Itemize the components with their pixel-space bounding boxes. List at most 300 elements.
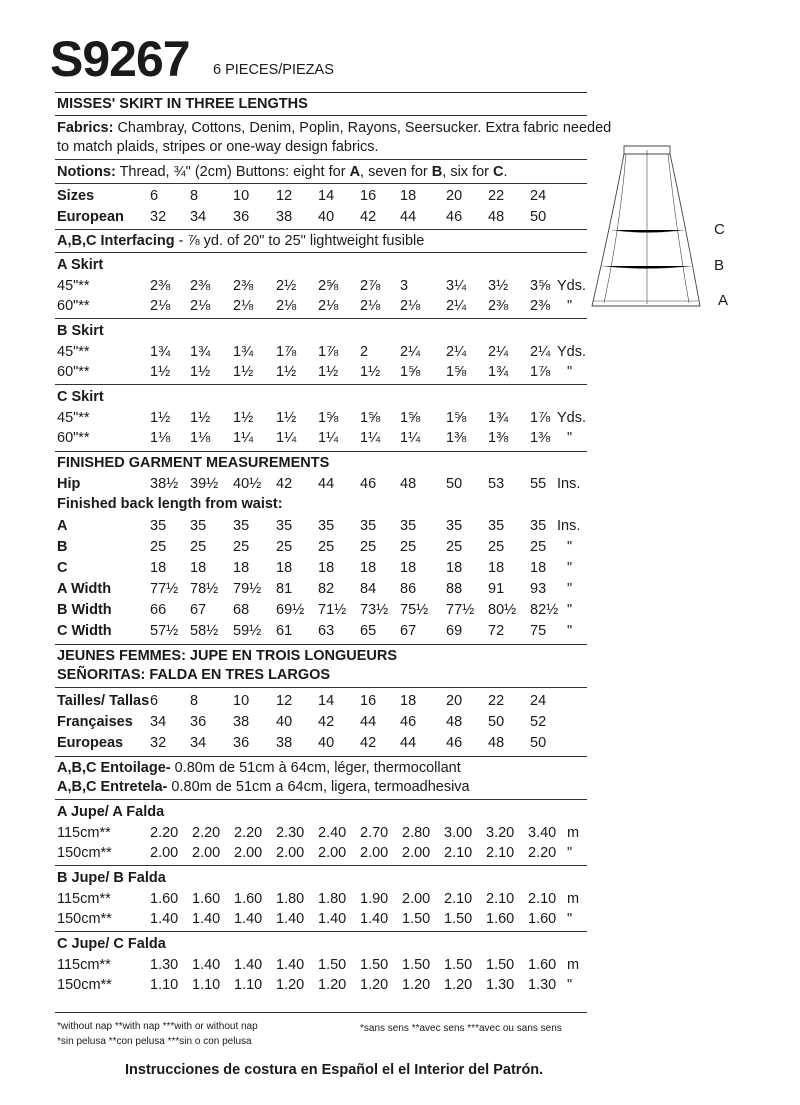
length-row-c bbox=[57, 558, 597, 578]
cell-value: 25 bbox=[530, 539, 547, 555]
cell-value: 93 bbox=[530, 581, 547, 597]
cell-value: 67 bbox=[400, 623, 417, 639]
divider bbox=[55, 384, 587, 385]
cell-value: 2.10 bbox=[486, 845, 515, 861]
cell-value: 1⅞ bbox=[530, 410, 551, 426]
width-row-2 bbox=[57, 621, 597, 641]
cell-value: 1½ bbox=[318, 364, 339, 380]
cell-value: 1⅝ bbox=[400, 410, 421, 426]
cell-value: 2.00 bbox=[234, 845, 263, 861]
cell-value: 1.40 bbox=[276, 957, 305, 973]
cell-value: 80½ bbox=[488, 602, 517, 618]
cell-value: 1.50 bbox=[318, 957, 347, 973]
divider bbox=[55, 1012, 587, 1013]
row-label: B Width bbox=[57, 602, 112, 618]
cell-value: 34 bbox=[150, 714, 167, 730]
cell-value: 18 bbox=[400, 188, 417, 204]
cell-value: 2⅜ bbox=[233, 278, 254, 294]
divider bbox=[55, 799, 587, 800]
cell-value: 25 bbox=[150, 539, 167, 555]
cell-value: 25 bbox=[446, 539, 463, 555]
row-label: 45"** bbox=[57, 410, 90, 426]
divider bbox=[55, 756, 587, 757]
unit-label: Yds. bbox=[557, 344, 587, 360]
cell-value: 2.00 bbox=[276, 845, 305, 861]
cell-value: 35 bbox=[233, 518, 250, 534]
unit-label: m bbox=[567, 825, 580, 841]
cell-value: 40 bbox=[318, 735, 335, 751]
cell-value: 2½ bbox=[276, 278, 297, 294]
cell-value: 1.80 bbox=[318, 891, 347, 907]
cell-value: 46 bbox=[360, 476, 377, 492]
finished-measurements-heading: FINISHED GARMENT MEASUREMENTS bbox=[57, 455, 330, 471]
cell-value: 46 bbox=[400, 714, 417, 730]
cell-value: 75 bbox=[530, 623, 547, 639]
cell-value: 1.40 bbox=[318, 911, 347, 927]
cell-value: 18 bbox=[150, 560, 167, 576]
cell-value: 50 bbox=[530, 209, 547, 225]
cell-value: 50 bbox=[530, 735, 547, 751]
cell-value: 1.40 bbox=[234, 957, 263, 973]
cell-value: 44 bbox=[400, 209, 417, 225]
cell-value: 1.30 bbox=[150, 957, 179, 973]
cell-value: 1.10 bbox=[150, 977, 179, 993]
cell-value: 84 bbox=[360, 581, 377, 597]
cell-value: 2¼ bbox=[446, 344, 467, 360]
cell-value: 6 bbox=[150, 693, 159, 709]
cell-value: 2.30 bbox=[276, 825, 305, 841]
cell-value: 1⅛ bbox=[190, 430, 211, 446]
cell-value: 1.50 bbox=[360, 957, 389, 973]
cell-value: 6 bbox=[150, 188, 159, 204]
cell-value: 2⅛ bbox=[360, 298, 381, 314]
cell-value: 20 bbox=[446, 693, 463, 709]
pattern-title: MISSES' SKIRT IN THREE LENGTHS bbox=[57, 96, 308, 112]
cell-value: 14 bbox=[318, 188, 335, 204]
fabrics-line-2: to match plaids, stripes or one-way design fabrics. bbox=[57, 139, 379, 155]
c-jupe-115-row bbox=[57, 955, 597, 975]
cell-value: 25 bbox=[360, 539, 377, 555]
length-label-b: B bbox=[714, 257, 725, 274]
cell-value: 25 bbox=[318, 539, 335, 555]
cell-value: 3½ bbox=[488, 278, 509, 294]
cell-value: 35 bbox=[360, 518, 377, 534]
cell-value: 55 bbox=[530, 476, 547, 492]
b-skirt-60-row bbox=[57, 362, 597, 382]
cell-value: 75½ bbox=[400, 602, 429, 618]
row-label: A Width bbox=[57, 581, 112, 597]
cell-value: 2.10 bbox=[444, 891, 473, 907]
length-label-a: A bbox=[718, 292, 729, 309]
row-label: C Width bbox=[57, 623, 112, 639]
c-jupe-heading: C Jupe/ C Falda bbox=[57, 936, 166, 952]
cell-value: 2.10 bbox=[528, 891, 557, 907]
cell-value: 40 bbox=[318, 209, 335, 225]
cell-value: 77½ bbox=[446, 602, 475, 618]
cell-value: 3.00 bbox=[444, 825, 473, 841]
cell-value: 2.80 bbox=[402, 825, 431, 841]
row-label: A bbox=[57, 518, 68, 534]
spanish-title: SEÑORITAS: FALDA EN TRES LARGOS bbox=[57, 667, 331, 683]
unit-label: Yds. bbox=[557, 410, 587, 426]
length-row-b bbox=[57, 537, 597, 557]
cell-value: 2.00 bbox=[150, 845, 179, 861]
width-row-1 bbox=[57, 600, 597, 620]
cell-value: 48 bbox=[488, 209, 505, 225]
cell-value: 35 bbox=[400, 518, 417, 534]
cell-value: 1⅝ bbox=[318, 410, 339, 426]
cell-value: 1.50 bbox=[402, 911, 431, 927]
cell-value: 1¼ bbox=[360, 430, 381, 446]
cell-value: 25 bbox=[190, 539, 207, 555]
row-label: 150cm** bbox=[57, 911, 112, 927]
cell-value: 2⅛ bbox=[190, 298, 211, 314]
b-jupe-150-row bbox=[57, 909, 597, 929]
row-label: 45"** bbox=[57, 344, 90, 360]
cell-value: 1½ bbox=[276, 364, 297, 380]
cell-value: 91 bbox=[488, 581, 505, 597]
c-skirt-heading: C Skirt bbox=[57, 389, 104, 405]
cell-value: 58½ bbox=[190, 623, 219, 639]
cell-value: 1⅞ bbox=[318, 344, 339, 360]
row-label: Hip bbox=[57, 476, 81, 492]
unit-label: " bbox=[567, 581, 573, 597]
b-jupe-115-row bbox=[57, 889, 597, 909]
european-sizes-row bbox=[57, 207, 597, 227]
c-jupe-150-row bbox=[57, 975, 597, 995]
cell-value: 1.60 bbox=[192, 891, 221, 907]
a-jupe-150-row bbox=[57, 843, 597, 863]
length-label-c: C bbox=[714, 221, 725, 238]
cell-value: 61 bbox=[276, 623, 293, 639]
a-skirt-60-row bbox=[57, 296, 597, 316]
divider bbox=[55, 229, 587, 230]
entoilage-label: A,B,C Entoilage- bbox=[57, 760, 171, 776]
row-label: 45"** bbox=[57, 278, 90, 294]
cell-value: 65 bbox=[360, 623, 377, 639]
divider bbox=[55, 644, 587, 645]
cell-value: 2.00 bbox=[192, 845, 221, 861]
cell-value: 25 bbox=[276, 539, 293, 555]
cell-value: 42 bbox=[318, 714, 335, 730]
b-skirt-heading: B Skirt bbox=[57, 323, 104, 339]
cell-value: 1.30 bbox=[528, 977, 557, 993]
cell-value: 67 bbox=[190, 602, 207, 618]
cell-value: 10 bbox=[233, 693, 250, 709]
divider bbox=[55, 931, 587, 932]
skirt-illustration bbox=[590, 138, 720, 318]
cell-value: 1.10 bbox=[192, 977, 221, 993]
cell-value: 46 bbox=[446, 209, 463, 225]
cell-value: 38 bbox=[233, 714, 250, 730]
entretela-text: 0.80m de 51cm a 64cm, ligera, termoadhesiva bbox=[167, 779, 470, 795]
cell-value: 1¾ bbox=[150, 344, 171, 360]
cell-value: 82 bbox=[318, 581, 335, 597]
cell-value: 2.00 bbox=[402, 891, 431, 907]
row-label: Tailles/ Tallas bbox=[57, 693, 150, 709]
cell-value: 18 bbox=[446, 560, 463, 576]
cell-value: 1.50 bbox=[402, 957, 431, 973]
cell-value: 1.40 bbox=[276, 911, 305, 927]
cell-value: 25 bbox=[400, 539, 417, 555]
cell-value: 35 bbox=[190, 518, 207, 534]
cell-value: 2.20 bbox=[150, 825, 179, 841]
cell-value: 25 bbox=[488, 539, 505, 555]
cell-value: 1.80 bbox=[276, 891, 305, 907]
cell-value: 8 bbox=[190, 188, 199, 204]
cell-value: 2⅜ bbox=[150, 278, 171, 294]
row-label: B bbox=[57, 539, 68, 555]
cell-value: 50 bbox=[446, 476, 463, 492]
cell-value: 86 bbox=[400, 581, 417, 597]
cell-value: 1.30 bbox=[486, 977, 515, 993]
cell-value: 2¼ bbox=[400, 344, 421, 360]
divider bbox=[55, 92, 587, 93]
cell-value: 2¼ bbox=[530, 344, 551, 360]
interfacing-text: - ⅞ yd. of 20" to 25" lightweight fusible bbox=[174, 233, 425, 249]
cell-value: 40 bbox=[276, 714, 293, 730]
cell-value: 24 bbox=[530, 188, 547, 204]
cell-value: 2¼ bbox=[488, 344, 509, 360]
cell-value: 1⅛ bbox=[150, 430, 171, 446]
cell-value: 2⅜ bbox=[190, 278, 211, 294]
row-label: Françaises bbox=[57, 714, 133, 730]
cell-value: 12 bbox=[276, 188, 293, 204]
cell-value: 35 bbox=[276, 518, 293, 534]
cell-value: 1.50 bbox=[444, 911, 473, 927]
cell-value: 18 bbox=[530, 560, 547, 576]
cell-value: 1¾ bbox=[488, 410, 509, 426]
cell-value: 2.10 bbox=[486, 891, 515, 907]
cell-value: 57½ bbox=[150, 623, 179, 639]
cell-value: 42 bbox=[360, 209, 377, 225]
cell-value: 22 bbox=[488, 188, 505, 204]
divider bbox=[55, 183, 587, 184]
cell-value: 82½ bbox=[530, 602, 559, 618]
cell-value: 59½ bbox=[233, 623, 262, 639]
cell-value: 35 bbox=[150, 518, 167, 534]
cell-value: 1.40 bbox=[360, 911, 389, 927]
cell-value: 2.20 bbox=[192, 825, 221, 841]
cell-value: 1⅜ bbox=[530, 430, 551, 446]
cell-value: 2.20 bbox=[528, 845, 557, 861]
sizes-row bbox=[57, 186, 597, 206]
cell-value: 24 bbox=[530, 693, 547, 709]
divider bbox=[55, 451, 587, 452]
cell-value: 48 bbox=[446, 714, 463, 730]
cell-value: 32 bbox=[150, 735, 167, 751]
b-skirt-45-row bbox=[57, 342, 597, 362]
cell-value: 35 bbox=[488, 518, 505, 534]
row-label: 60"** bbox=[57, 430, 90, 446]
hip-row bbox=[57, 474, 597, 494]
pieces-count: 6 PIECES/PIEZAS bbox=[213, 62, 334, 78]
cell-value: 1.60 bbox=[528, 957, 557, 973]
unit-label: m bbox=[567, 957, 580, 973]
cell-value: 2.20 bbox=[234, 825, 263, 841]
entoilage-text: 0.80m de 51cm à 64cm, léger, thermocollant bbox=[170, 760, 461, 776]
cell-value: 2.70 bbox=[360, 825, 389, 841]
cell-value: 1¼ bbox=[400, 430, 421, 446]
cell-value: 88 bbox=[446, 581, 463, 597]
cell-value: 2.40 bbox=[318, 825, 347, 841]
cell-value: 1¼ bbox=[318, 430, 339, 446]
cell-value: 48 bbox=[488, 735, 505, 751]
footnote-fr: *sans sens **avec sens ***avec ou sans sens bbox=[360, 1023, 562, 1034]
cell-value: 81 bbox=[276, 581, 293, 597]
cell-value: 42 bbox=[360, 735, 377, 751]
cell-value: 3 bbox=[400, 278, 409, 294]
cell-value: 79½ bbox=[233, 581, 262, 597]
row-label: 115cm** bbox=[57, 891, 111, 907]
entoilage-line bbox=[57, 759, 461, 777]
cell-value: 72 bbox=[488, 623, 505, 639]
cell-value: 1¾ bbox=[190, 344, 211, 360]
b-jupe-heading: B Jupe/ B Falda bbox=[57, 870, 166, 886]
cell-value: 69 bbox=[446, 623, 463, 639]
europeas-row bbox=[57, 733, 597, 753]
row-label: 150cm** bbox=[57, 845, 112, 861]
cell-value: 1½ bbox=[276, 410, 297, 426]
cell-value: 16 bbox=[360, 693, 377, 709]
cell-value: 1⅝ bbox=[400, 364, 421, 380]
cell-value: 1.60 bbox=[486, 911, 515, 927]
cell-value: 35 bbox=[446, 518, 463, 534]
divider bbox=[55, 115, 587, 116]
cell-value: 2.00 bbox=[402, 845, 431, 861]
row-label: Europeas bbox=[57, 735, 124, 751]
cell-value: 1.50 bbox=[444, 957, 473, 973]
cell-value: 1⅜ bbox=[446, 430, 467, 446]
cell-value: 50 bbox=[488, 714, 505, 730]
cell-value: 2 bbox=[360, 344, 369, 360]
cell-value: 2⅛ bbox=[233, 298, 254, 314]
cell-value: 1¾ bbox=[488, 364, 509, 380]
cell-value: 48 bbox=[400, 476, 417, 492]
cell-value: 1.60 bbox=[234, 891, 263, 907]
cell-value: 1⅝ bbox=[446, 364, 467, 380]
cell-value: 34 bbox=[190, 735, 207, 751]
row-label: 60"** bbox=[57, 298, 90, 314]
row-label: 115cm** bbox=[57, 957, 111, 973]
cell-value: 44 bbox=[360, 714, 377, 730]
cell-value: 32 bbox=[150, 209, 167, 225]
cell-value: 42 bbox=[276, 476, 293, 492]
cell-value: 1½ bbox=[150, 364, 171, 380]
cell-value: 36 bbox=[190, 714, 207, 730]
cell-value: 3¼ bbox=[446, 278, 467, 294]
unit-label: " bbox=[567, 911, 573, 927]
cell-value: 35 bbox=[318, 518, 335, 534]
cell-value: 1⅝ bbox=[360, 410, 381, 426]
cell-value: 8 bbox=[190, 693, 199, 709]
unit-label: " bbox=[567, 539, 573, 555]
cell-value: 35 bbox=[530, 518, 547, 534]
width-row-0 bbox=[57, 579, 597, 599]
row-label: 150cm** bbox=[57, 977, 112, 993]
cell-value: 52 bbox=[530, 714, 547, 730]
cell-value: 18 bbox=[318, 560, 335, 576]
cell-value: 36 bbox=[233, 735, 250, 751]
unit-label: Ins. bbox=[557, 518, 581, 534]
cell-value: 2⅞ bbox=[360, 278, 381, 294]
divider bbox=[55, 687, 587, 688]
a-jupe-heading: A Jupe/ A Falda bbox=[57, 804, 165, 820]
row-label: Sizes bbox=[57, 188, 95, 204]
row-label: 60"** bbox=[57, 364, 90, 380]
cell-value: 3.40 bbox=[528, 825, 557, 841]
fabrics-line-1: Fabrics: Chambray, Cottons, Denim, Poplin, Rayons, Seersucker. Extra fabric needed bbox=[57, 120, 612, 136]
cell-value: 69½ bbox=[276, 602, 305, 618]
cell-value: 44 bbox=[400, 735, 417, 751]
c-skirt-45-row bbox=[57, 408, 597, 428]
cell-value: 1¾ bbox=[233, 344, 254, 360]
cell-value: 16 bbox=[360, 188, 377, 204]
cell-value: 1¼ bbox=[276, 430, 297, 446]
unit-label: " bbox=[567, 560, 573, 576]
cell-value: 1.60 bbox=[150, 891, 179, 907]
cell-value: 34 bbox=[190, 209, 207, 225]
cell-value: 1.60 bbox=[528, 911, 557, 927]
divider bbox=[55, 159, 587, 160]
cell-value: 14 bbox=[318, 693, 335, 709]
cell-value: 1.40 bbox=[192, 911, 221, 927]
cell-value: 3.20 bbox=[486, 825, 515, 841]
cell-value: 46 bbox=[446, 735, 463, 751]
interfacing-line bbox=[57, 232, 424, 250]
cell-value: 2⅛ bbox=[400, 298, 421, 314]
row-label: European bbox=[57, 209, 124, 225]
francaises-row bbox=[57, 712, 597, 732]
cell-value: 2.10 bbox=[444, 845, 473, 861]
interfacing-label: A,B,C Interfacing bbox=[57, 233, 175, 249]
cell-value: 1⅞ bbox=[530, 364, 551, 380]
footnote-en: *without nap **with nap ***with or without nap bbox=[57, 1021, 258, 1032]
cell-value: 1¼ bbox=[233, 430, 254, 446]
cell-value: 18 bbox=[488, 560, 505, 576]
cell-value: 71½ bbox=[318, 602, 347, 618]
row-label: 115cm** bbox=[57, 825, 111, 841]
tailles-row bbox=[57, 691, 597, 711]
cell-value: 1.20 bbox=[444, 977, 473, 993]
cell-value: 38 bbox=[276, 209, 293, 225]
divider bbox=[55, 865, 587, 866]
cell-value: 2⅛ bbox=[150, 298, 171, 314]
unit-label: Ins. bbox=[557, 476, 581, 492]
cell-value: 77½ bbox=[150, 581, 179, 597]
cell-value: 1.40 bbox=[192, 957, 221, 973]
cell-value: 1.20 bbox=[318, 977, 347, 993]
unit-label: " bbox=[567, 977, 573, 993]
cell-value: 63 bbox=[318, 623, 335, 639]
cell-value: 3⅝ bbox=[530, 278, 551, 294]
length-row-a bbox=[57, 516, 597, 536]
cell-value: 12 bbox=[276, 693, 293, 709]
notions-line: Notions: Thread, ¾" (2cm) Buttons: eight for A, seven for B, six for C. bbox=[57, 164, 508, 180]
cell-value: 1.90 bbox=[360, 891, 389, 907]
cell-value: 1.20 bbox=[402, 977, 431, 993]
cell-value: 18 bbox=[400, 560, 417, 576]
cell-value: 39½ bbox=[190, 476, 219, 492]
cell-value: 1.50 bbox=[486, 957, 515, 973]
cell-value: 1⅝ bbox=[446, 410, 467, 426]
cell-value: 1.40 bbox=[150, 911, 179, 927]
cell-value: 2⅛ bbox=[318, 298, 339, 314]
unit-label: " bbox=[567, 602, 573, 618]
french-title: JEUNES FEMMES: JUPE EN TROIS LONGUEURS bbox=[57, 648, 397, 664]
cell-value: 20 bbox=[446, 188, 463, 204]
cell-value: 25 bbox=[233, 539, 250, 555]
